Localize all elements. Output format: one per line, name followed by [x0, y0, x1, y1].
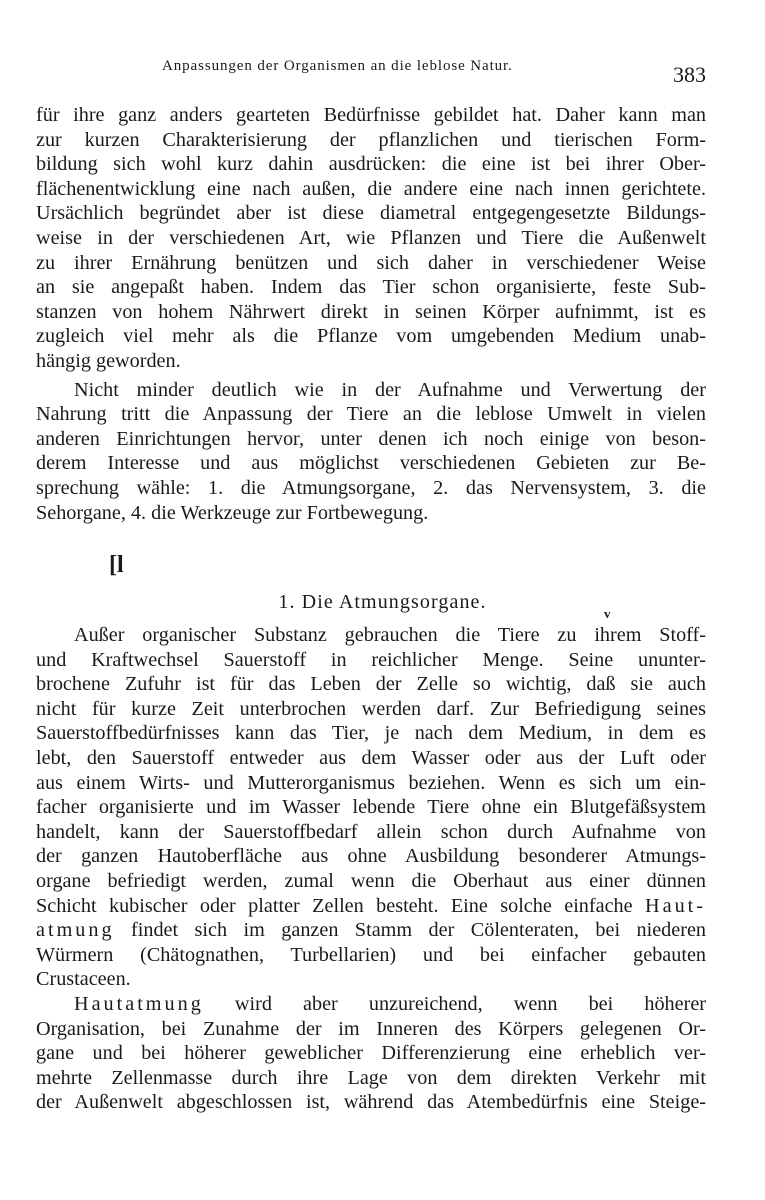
text-line: anderen Einrichtungen hervor, unter denen ich noch einige von beson-: [36, 427, 706, 450]
text-line: weise in der verschiedenen Art, wie Pflanzen und Tiere die Außenwelt: [36, 226, 706, 249]
text-line: lebt, den Sauerstoff entweder aus dem Wasser oder aus der Luft oder: [36, 746, 706, 769]
text-line: brochene Zufuhr ist für das Leben der Zelle so wichtig, daß sie auch: [36, 673, 706, 696]
text-line: aus einem Wirts- und Mutterorganismus beziehen. Wenn es sich um ein-: [36, 771, 706, 794]
text-line: nicht für kurze Zeit unterbrochen werden darf. Zur Befriedigung seines: [36, 697, 706, 720]
text-line: facher organisierte und im Wasser lebende Tiere ohne ein Blutgefäßsystem: [36, 796, 706, 819]
spaced-term: Haut-: [645, 894, 706, 917]
text-line: Außer organischer Substanz gebrauchen die Tiere zu ihrem Stoff-: [74, 624, 706, 646]
running-head: Anpassungen der Organismen an die leblose Natur.: [162, 58, 513, 74]
text-line: zu ihrer Ernährung benützen und sich daher in verschiedener Weise: [36, 251, 706, 274]
text-line: Nahrung tritt die Anpassung der Tiere an die leblose Umwelt in vielen: [36, 403, 706, 426]
text-line: zur kurzen Charakterisierung der pflanzlichen und tierischen Form-: [36, 128, 706, 151]
stray-mark: v: [604, 606, 611, 621]
text-line: Nicht minder deutlich wie in der Aufnahme und Verwertung der: [74, 378, 706, 401]
text-line: derem Interesse und aus möglichst verschiedenen Gebieten zur Be-: [36, 452, 706, 475]
text-line: Organisation, bei Zunahme der im Inneren des Körpers gelegenen Or-: [36, 1017, 706, 1040]
text-line: für ihre ganz anders gearteten Bedürfnisse gebildet hat. Daher kann man: [36, 104, 706, 126]
text-fragment: findet sich im ganzen Stamm der Cölenteraten, bei niederen: [131, 919, 706, 942]
text-line: Sauerstoffbedürfnisses kann das Tier, je nach dem Medium, in dem es: [36, 722, 706, 745]
text-line: handelt, kann der Sauerstoffbedarf allein schon durch Aufnahme von: [36, 820, 706, 843]
text-line: gane und bei höherer geweblicher Differenzierung eine erheblich ver-: [36, 1042, 706, 1065]
text-line: [36, 918, 706, 943]
text-line: Würmern (Chätognathen, Turbellarien) und bei einfacher gebauten: [36, 943, 706, 966]
margin-mark: [l: [109, 552, 124, 578]
text-fragment: Schicht kubischer oder platter Zellen besteht. Eine solche einfache: [36, 894, 633, 917]
text-line: organe befriedigt werden, zumal wenn die Oberhaut aus einer dünnen: [36, 869, 706, 892]
section-heading: 1. Die Atmungsorgane.: [278, 591, 487, 613]
text-line: Sehorgane, 4. die Werkzeuge zur Fortbewegung.: [36, 501, 429, 524]
page-number: 383: [673, 62, 706, 87]
text-line: der ganzen Hautoberfläche aus ohne Ausbildung besonderer Atmungs-: [36, 845, 706, 868]
text-line: hängig geworden.: [36, 349, 181, 372]
text-line: sprechung wähle: 1. die Atmungsorgane, 2. das Nervensystem, 3. die: [36, 476, 706, 499]
text-line: [36, 992, 706, 1017]
text-line: und Kraftwechsel Sauerstoff in reichlicher Menge. Seine ununter-: [36, 648, 706, 671]
text-line: bildung sich wohl kurz dahin ausdrücken: die eine ist bei ihrer Ober-: [36, 153, 706, 176]
text-line: mehrte Zellenmasse durch ihre Lage von dem direkten Verkehr mit: [36, 1066, 706, 1089]
body-text-lower: [36, 623, 706, 1115]
text-fragment: wird aber unzureichend, wenn bei höherer: [234, 992, 706, 1015]
text-line: der Außenwelt abgeschlossen ist, während das Atembedürfnis eine Steige-: [36, 1091, 706, 1114]
text-line: Ursächlich begründet aber ist diese diametral entgegengesetzte Bildungs-: [36, 202, 706, 225]
text-line: stanzen von hohem Nährwert direkt in seinen Körper aufnimmt, ist es: [36, 300, 706, 323]
text-line: zugleich viel mehr als die Pflanze vom umgebenden Medium unab-: [36, 325, 706, 348]
spaced-term: Hautatmung: [74, 992, 204, 1015]
spaced-term: atmung: [36, 919, 115, 942]
text-line: [36, 894, 706, 919]
body-text-upper: [36, 103, 706, 525]
text-line: Crustaceen.: [36, 968, 131, 991]
text-line: flächenentwicklung eine nach außen, die andere eine nach innen gerichtete.: [36, 177, 706, 200]
text-line: an sie angepaßt haben. Indem das Tier schon organisierte, feste Sub-: [36, 276, 706, 299]
